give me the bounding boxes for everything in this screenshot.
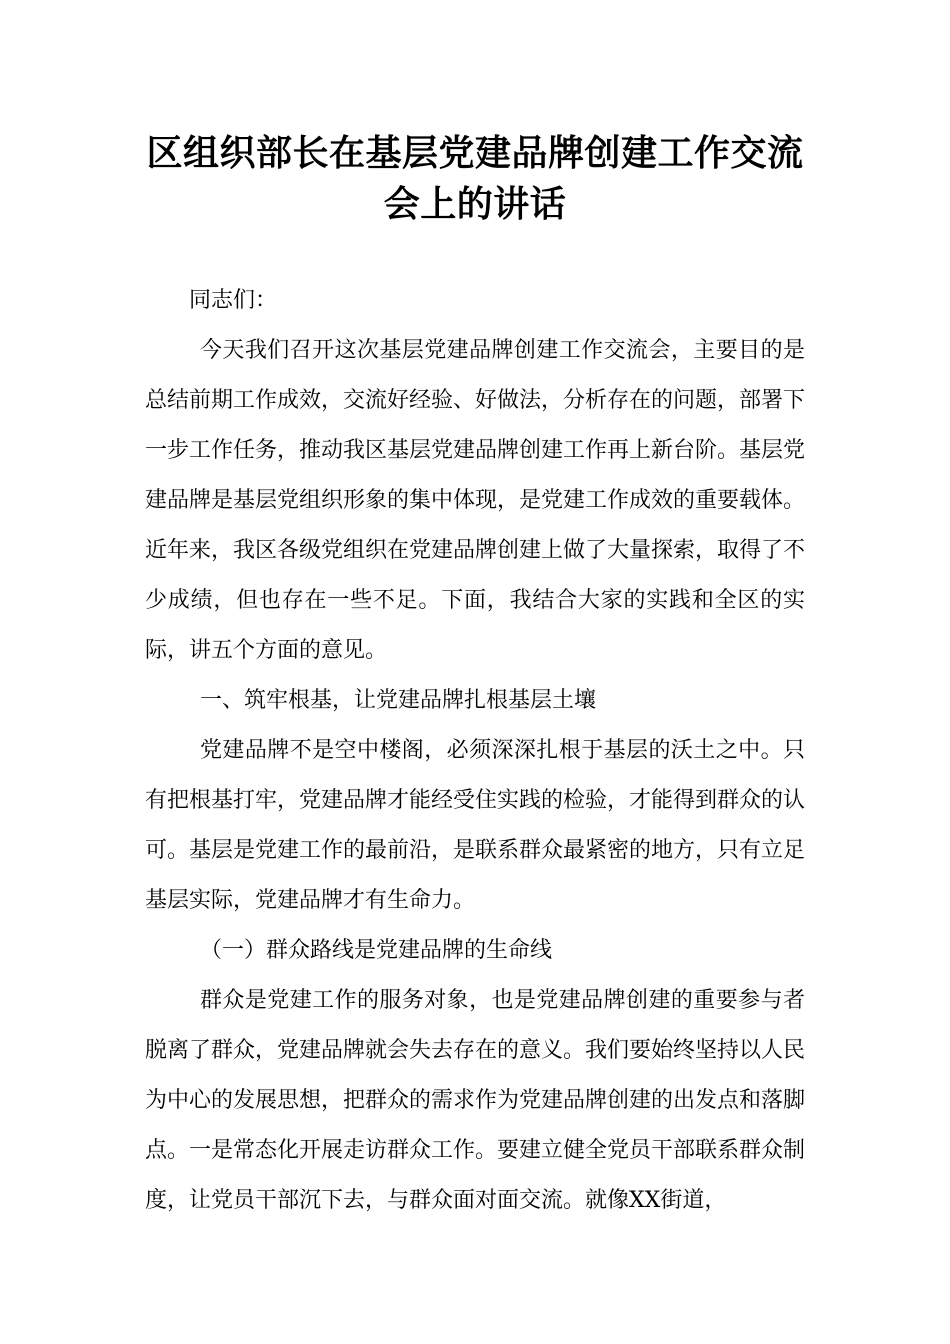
title-line-2: 会上的讲话 xyxy=(383,184,567,225)
paragraph-intro: 今天我们召开这次基层党建品牌创建工作交流会，主要目的是总结前期工作成效，交流好经验、好做法，分析存在的问题，部署下一步工作任务，推动我区基层党建品牌创建工作再上新台阶。基层党建品牌是基层党组织形象的集中体现，是党建工作成效的重要载体。近年来，我区各级党组织在党建品牌创建上做了大量探索，取得了不少成绩，但也存在一些不足。下面，我结合大家的实践和全区的实际，讲五个方面的意见。 xyxy=(145,338,806,663)
title-line-1: 区组织部长在基层党建品牌创建工作交流 xyxy=(146,133,804,174)
subsection-heading-1: （一）群众路线是党建品牌的生命线 xyxy=(200,938,553,963)
paragraph-subsection-1: 群众是党建工作的服务对象，也是党建品牌创建的重要参与者脱离了群众，党建品牌就会失去存在的意义。我们要始终坚持以人民为中心的发展思想，把群众的需求作为党建品牌创建的出发点和落脚点。一是常态化开展走访群众工作。要建立健全党员干部联系群众制度，让党员干部沉下去，与群众面对面交流。就像XX街道， xyxy=(145,988,806,1213)
section-heading-1: 一、筑牢根基，让党建品牌扎根基层土壤 xyxy=(200,688,597,713)
document-body xyxy=(145,276,805,1226)
document-title xyxy=(145,128,805,230)
paragraph-section-1: 党建品牌不是空中楼阁，必须深深扎根于基层的沃土之中。只有把根基打牢，党建品牌才能经受住实践的检验，才能得到群众的认可。基层是党建工作的最前沿，是联系群众最紧密的地方，只有立足基层实际，党建品牌才有生命力。 xyxy=(145,738,806,913)
salutation: 同志们： xyxy=(189,288,278,313)
